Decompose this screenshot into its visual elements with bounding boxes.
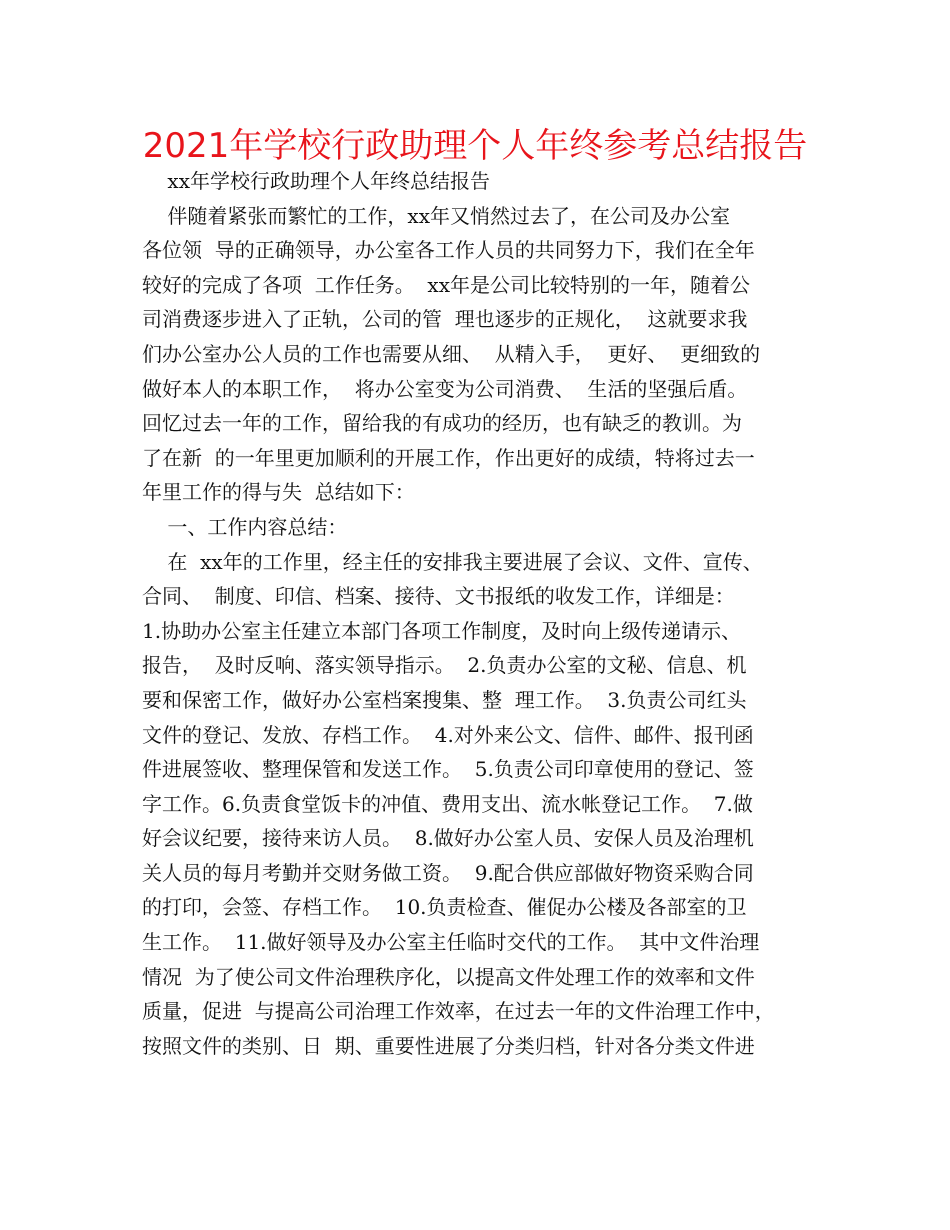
body-line: 关人员的每月考勤并交财务做工资。 9.配合供应部做好物资采购合同 bbox=[142, 860, 754, 885]
body-line: 较好的完成了各项 工作任务。 xx年是公司比较特别的一年，随着公 bbox=[142, 272, 750, 297]
body-line: 的打印，会签、存档工作。 10.负责检查、催促办公楼及各部室的卫 bbox=[142, 895, 747, 920]
body-line: 在 xx年的工作里，经主任的安排我主要进展了会议、文件、宣传、 bbox=[142, 549, 763, 574]
body-line: 各位领 导的正确领导，办公室各工作人员的共同努力下，我们在全年 bbox=[142, 238, 755, 263]
body-line: 了在新 的一年里更加顺利的开展工作，作出更好的成绩，特将过去一 bbox=[142, 445, 755, 470]
body-line: 质量，促进 与提高公司治理工作效率，在过去一年的文件治理工作中， bbox=[142, 999, 775, 1024]
body-line: 合同、 制度、印信、档案、接待、文书报纸的收发工作，详细是： bbox=[142, 584, 735, 609]
body-line: 文件的登记、发放、存档工作。 4.对外来公文、信件、邮件、报刊函 bbox=[142, 722, 754, 747]
body-line: 年里工作的得与失 总结如下： bbox=[142, 480, 415, 505]
body-line: 情况 为了使公司文件治理秩序化，以提高文件处理工作的效率和文件 bbox=[142, 964, 755, 989]
body-line: 报告， 及时反响、落实领导指示。 2.负责办公室的文秘、信息、机 bbox=[142, 653, 747, 678]
body-line: 好会议纪要，接待来访人员。 8.做好办公室人员、安保人员及治理机 bbox=[142, 826, 754, 851]
body-line: 件进展签收、整理保管和发送工作。 5.负责公司印章使用的登记、签 bbox=[142, 757, 754, 782]
body-line: 司消费逐步进入了正轨，公司的管 理也逐步的正规化， 这就要求我 bbox=[142, 307, 748, 332]
body-line: 一、工作内容总结： bbox=[142, 514, 348, 539]
body-line: 按照文件的类别、日 期、重要性进展了分类归档，针对各分类文件进 bbox=[142, 1033, 755, 1058]
body-line: 做好本人的本职工作， 将办公室变为公司消费、 生活的坚强后盾。 bbox=[142, 376, 748, 401]
body-line: 要和保密工作，做好办公室档案搜集、整 理工作。 3.负责公司红头 bbox=[142, 687, 747, 712]
body-line: 1.协助办公室主任建立本部门各项工作制度，及时向上级传递请示、 bbox=[142, 618, 742, 643]
body-line: 伴随着紧张而繁忙的工作，xx年又悄然过去了，在公司及办公室 bbox=[142, 203, 730, 228]
body-line: 字工作。6.负责食堂饭卡的冲值、费用支出、流水帐登记工作。 7.做 bbox=[142, 791, 753, 816]
body-line: 们办公室办公人员的工作也需要从细、 从精入手， 更好、 更细致的 bbox=[142, 341, 761, 366]
body-line: xx年学校行政助理个人年终总结报告 bbox=[142, 169, 490, 193]
body-line: 回忆过去一年的工作，留给我的有成功的经历，也有缺乏的教训。为 bbox=[142, 411, 742, 436]
body-line: 生工作。 11.做好领导及办公室主任临时交代的工作。 其中文件治理 bbox=[142, 930, 760, 955]
document-title: 2021年学校行政助理个人年终参考总结报告 bbox=[142, 126, 808, 166]
document-body bbox=[142, 164, 842, 1063]
